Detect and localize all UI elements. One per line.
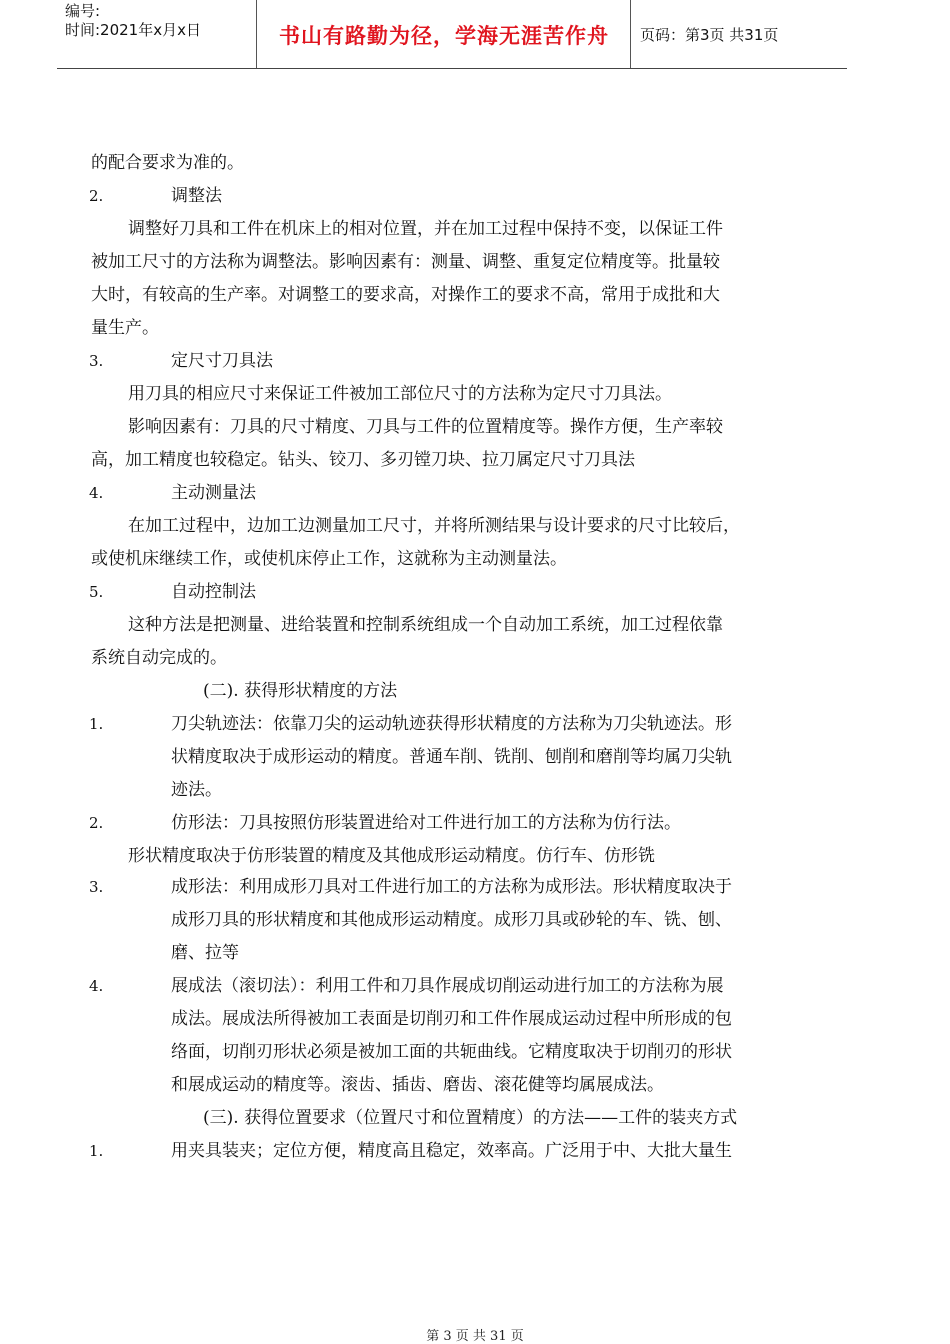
body-line: 成法。展成法所得被加工表面是切削刃和工件作展成运动过程中所形成的包 — [171, 1009, 732, 1029]
section-heading: 定尺寸刀具法 — [171, 351, 273, 371]
header-motto: 书山有路勤为径，学海无涯苦作舟 — [279, 24, 609, 48]
body-line: 大时，有较高的生产率。对调整工的要求高，对操作工的要求不高，常用于成批和大 — [91, 285, 720, 305]
body-line: 成形刀具的形状精度和其他成形运动精度。成形刀具或砂轮的车、铣、刨、 — [171, 910, 732, 930]
body-line: 络面，切削刃形状必须是被加工面的共轭曲线。它精度取决于切削刃的形状 — [171, 1042, 732, 1062]
list-number: 1. — [89, 1142, 104, 1160]
subsection-heading: (二). 获得形状精度的方法 — [203, 681, 398, 701]
subsection-heading: (三). 获得位置要求（位置尺寸和位置精度）的方法——工件的装夹方式 — [203, 1108, 738, 1128]
body-line: 被加工尺寸的方法称为调整法。影响因素有：测量、调整、重复定位精度等。批量较 — [91, 252, 720, 272]
list-number: 3. — [89, 352, 104, 370]
page-footer: 第 3 页 共 31 页 — [426, 1329, 524, 1344]
list-number: 1. — [89, 715, 104, 733]
body-line: 展成法（滚切法）：利用工件和刀具作展成切削运动进行加工的方法称为展 — [171, 976, 724, 996]
body-line: 在加工过程中，边加工边测量加工尺寸，并将所测结果与设计要求的尺寸比较后， — [128, 516, 740, 536]
header-page-info: 页码：第3页 共31页 — [640, 26, 779, 44]
body-line: 量生产。 — [91, 318, 159, 338]
body-line: 影响因素有：刀具的尺寸精度、刀具与工件的位置精度等。操作方便，生产率较 — [128, 417, 723, 437]
body-line: 系统自动完成的。 — [91, 648, 227, 668]
section-heading: 调整法 — [171, 186, 222, 206]
body-line: 迹法。 — [171, 780, 222, 800]
body-line: 这种方法是把测量、进给装置和控制系统组成一个自动加工系统，加工过程依靠 — [128, 615, 723, 635]
body-line: 成形法：利用成形刀具对工件进行加工的方法称为成形法。形状精度取决于 — [171, 877, 732, 897]
section-heading: 主动测量法 — [171, 483, 256, 503]
section-heading: 自动控制法 — [171, 582, 256, 602]
list-number: 2. — [89, 814, 104, 832]
body-line: 用夹具装夹；定位方便，精度高且稳定，效率高。广泛用于中、大批大量生 — [171, 1141, 732, 1161]
body-line: 仿形法：刀具按照仿形装置进给对工件进行加工的方法称为仿行法。 — [171, 813, 681, 833]
body-line: 用刀具的相应尺寸来保证工件被加工部位尺寸的方法称为定尺寸刀具法。 — [128, 384, 672, 404]
body-line: 状精度取决于成形运动的精度。普通车削、铣削、刨削和磨削等均属刀尖轨 — [171, 747, 732, 767]
body-line: 或使机床继续工作，或使机床停止工作，这就称为主动测量法。 — [91, 549, 567, 569]
list-number: 4. — [89, 977, 104, 995]
list-number: 4. — [89, 484, 104, 502]
body-line: 调整好刀具和工件在机床上的相对位置，并在加工过程中保持不变，以保证工件 — [128, 219, 723, 239]
list-number: 5. — [89, 583, 104, 601]
body-line: 的配合要求为准的。 — [91, 153, 244, 173]
body-line: 高，加工精度也较稳定。钻头、铰刀、多刃镗刀块、拉刀属定尺寸刀具法 — [91, 450, 635, 470]
time-label: 时间:2021年x月x日 — [65, 21, 201, 39]
serial-label: 编号: — [65, 2, 101, 20]
body-line: 形状精度取决于仿形装置的精度及其他成形运动精度。仿行车、仿形铣 — [128, 846, 655, 866]
body-line: 和展成运动的精度等。滚齿、插齿、磨齿、滚花健等均属展成法。 — [171, 1075, 664, 1095]
list-number: 2. — [89, 187, 104, 205]
body-line: 刀尖轨迹法：依靠刀尖的运动轨迹获得形状精度的方法称为刀尖轨迹法。形 — [171, 714, 732, 734]
body-line: 磨、拉等 — [171, 943, 239, 963]
list-number: 3. — [89, 878, 104, 896]
